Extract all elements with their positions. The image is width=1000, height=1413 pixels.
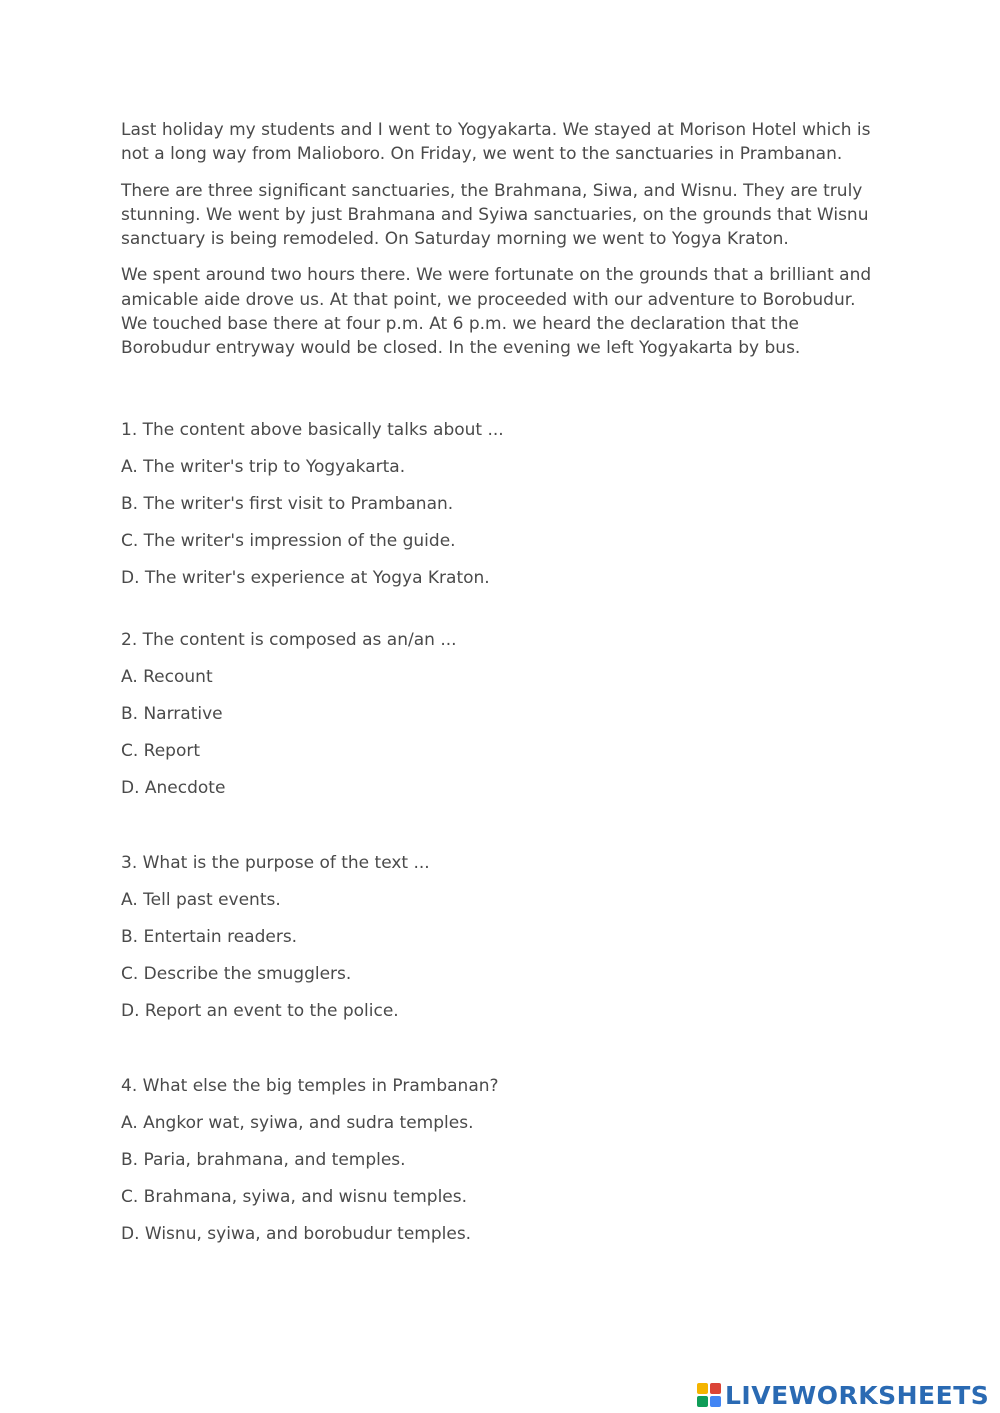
answer-option[interactable]: C. Describe the smugglers. xyxy=(121,964,352,984)
liveworksheets-logo xyxy=(697,1378,989,1412)
reading-passage xyxy=(121,118,881,361)
question-3 xyxy=(121,853,430,1021)
answer-option[interactable]: B. Narrative xyxy=(121,704,223,724)
passage-paragraph-2: There are three significant sanctuaries, the Brahmana, Siwa, and Wisnu. They are truly stunning. We went by just Brahmana and Syiwa sanctuaries, on the grounds that Wisnu sanctuary is being remodeled. On Saturday morning we went to Yogya Kraton. xyxy=(121,180,869,250)
answer-option[interactable]: C. Brahmana, syiwa, and wisnu temples. xyxy=(121,1187,468,1207)
worksheet-page xyxy=(121,118,881,1244)
question-text: 3. What is the purpose of the text ... xyxy=(121,853,430,873)
answer-option[interactable]: B. Paria, brahmana, and temples. xyxy=(121,1150,406,1170)
liveworksheets-mark-icon xyxy=(697,1383,721,1407)
answer-option[interactable]: A. The writer's trip to Yogyakarta. xyxy=(121,457,406,477)
question-1 xyxy=(121,420,504,588)
question-text: 4. What else the big temples in Prambanan? xyxy=(121,1076,499,1096)
question-2 xyxy=(121,630,457,798)
answer-option[interactable]: D. Anecdote xyxy=(121,778,226,798)
answer-option[interactable]: D. Wisnu, syiwa, and borobudur temples. xyxy=(121,1224,472,1244)
question-text: 2. The content is composed as an/an ... xyxy=(121,630,457,650)
passage-paragraph-3: We spent around two hours there. We were fortunate on the grounds that a brilliant and amicable aide drove us. At that point, we proceeded with our adventure to Borobudur. We touched base there at four p.m. At 6 p.m. we heard the declaration that the Borobudur entryway would be closed. In the evening we left Yogyakarta by bus. xyxy=(121,265,872,359)
passage-paragraph-1: Last holiday my students and I went to Yogyakarta. We stayed at Morison Hotel which is not a long way from Malioboro. On Friday, we went to the sanctuaries in Prambanan. xyxy=(121,120,871,165)
mark-square xyxy=(697,1383,708,1394)
answer-option[interactable]: D. Report an event to the police. xyxy=(121,1001,399,1021)
mark-square xyxy=(710,1396,721,1407)
answer-option[interactable]: C. The writer's impression of the guide. xyxy=(121,531,456,551)
answer-option[interactable]: B. Entertain readers. xyxy=(121,927,298,947)
question-4 xyxy=(121,1076,499,1244)
answer-option[interactable]: A. Tell past events. xyxy=(121,890,281,910)
question-text: 1. The content above basically talks about ... xyxy=(121,420,504,440)
answer-option[interactable]: A. Angkor wat, syiwa, and sudra temples. xyxy=(121,1113,474,1133)
answer-option[interactable]: A. Recount xyxy=(121,667,213,687)
answer-option[interactable]: D. The writer's experience at Yogya Kraton. xyxy=(121,568,490,588)
answer-option[interactable]: C. Report xyxy=(121,741,201,761)
brand-name: LIVEWORKSHEETS xyxy=(725,1380,990,1410)
mark-square xyxy=(710,1383,721,1394)
mark-square xyxy=(697,1396,708,1407)
answer-option[interactable]: B. The writer's first visit to Prambanan. xyxy=(121,494,454,514)
